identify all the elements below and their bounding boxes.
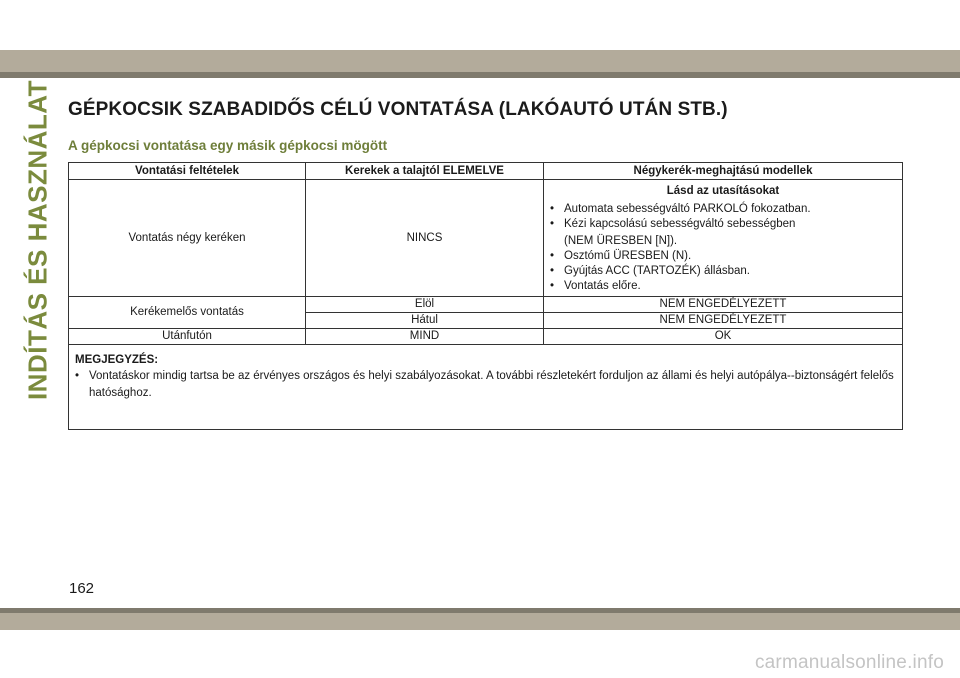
header-towing-conditions: Vontatási feltételek bbox=[69, 163, 306, 180]
page-title: GÉPKOCSIK SZABADIDŐS CÉLÚ VONTATÁSA (LAKÓAUTÓ UTÁN STB.) bbox=[68, 99, 728, 120]
list-item-text: Kézi kapcsolású sebességváltó sebességben bbox=[564, 218, 796, 230]
section-side-label bbox=[22, 79, 53, 401]
cell-front-value: NEM ENGEDÉLYEZETT bbox=[544, 297, 903, 313]
list-item bbox=[550, 217, 896, 249]
cell-instructions bbox=[544, 180, 903, 297]
cell-condition-flat-tow: Vontatás négy keréken bbox=[69, 180, 306, 297]
cell-trailer-value: OK bbox=[544, 329, 903, 345]
top-decorative-band bbox=[0, 50, 960, 78]
section-side-label-text: INDÍTÁS ÉS HASZNÁLAT bbox=[22, 79, 53, 401]
bottom-band-edge bbox=[0, 608, 960, 613]
cell-front: Elöl bbox=[306, 297, 544, 313]
list-item: • Osztómű ÜRESBEN (N). bbox=[550, 249, 896, 264]
top-band-edge bbox=[0, 72, 960, 78]
table-row bbox=[69, 297, 903, 313]
watermark: carmanualsonline.info bbox=[754, 652, 944, 673]
cell-rear-value: NEM ENGEDÉLYEZETT bbox=[544, 313, 903, 329]
cell-condition-trailer: Utánfutón bbox=[69, 329, 306, 345]
table-row bbox=[69, 329, 903, 345]
cell-rear: Hátul bbox=[306, 313, 544, 329]
towing-conditions-table bbox=[68, 162, 903, 430]
cell-condition-wheel-lift: Kerékemelős vontatás bbox=[69, 297, 306, 329]
list-item: • Vontatás előre. bbox=[550, 279, 896, 294]
instructions-list bbox=[550, 202, 896, 294]
note-label: MEGJEGYZÉS: bbox=[75, 354, 159, 366]
table-note-row bbox=[69, 345, 903, 430]
note-text: • Vontatáskor mindig tartsa be az érvényes országos és helyi szabályozásokat. A további részletekért forduljon az állami és helyi autópálya--biztonságért felelős hatósághoz. bbox=[75, 368, 896, 402]
instructions-heading: Lásd az utasításokat bbox=[666, 185, 780, 197]
bottom-decorative-band bbox=[0, 608, 960, 630]
header-4wd-models: Négykerék-meghajtású modellek bbox=[544, 163, 903, 180]
header-wheels-lifted: Kerekek a talajtól ELEMELVE bbox=[306, 163, 544, 180]
table-header-row bbox=[69, 163, 903, 180]
table-row bbox=[69, 180, 903, 297]
list-item: • Gyújtás ACC (TARTOZÉK) állásban. bbox=[550, 264, 896, 279]
page-number: 162 bbox=[69, 580, 95, 597]
note-cell bbox=[69, 345, 903, 430]
list-item: • Automata sebességváltó PARKOLÓ fokozatban. bbox=[550, 202, 896, 217]
section-subtitle: A gépkocsi vontatása egy másik gépkocsi mögött bbox=[68, 138, 388, 153]
list-item-continuation: (NEM ÜRESBEN [N]). bbox=[564, 235, 678, 247]
cell-lifted-none: NINCS bbox=[306, 180, 544, 297]
cell-lifted-all: MIND bbox=[306, 329, 544, 345]
